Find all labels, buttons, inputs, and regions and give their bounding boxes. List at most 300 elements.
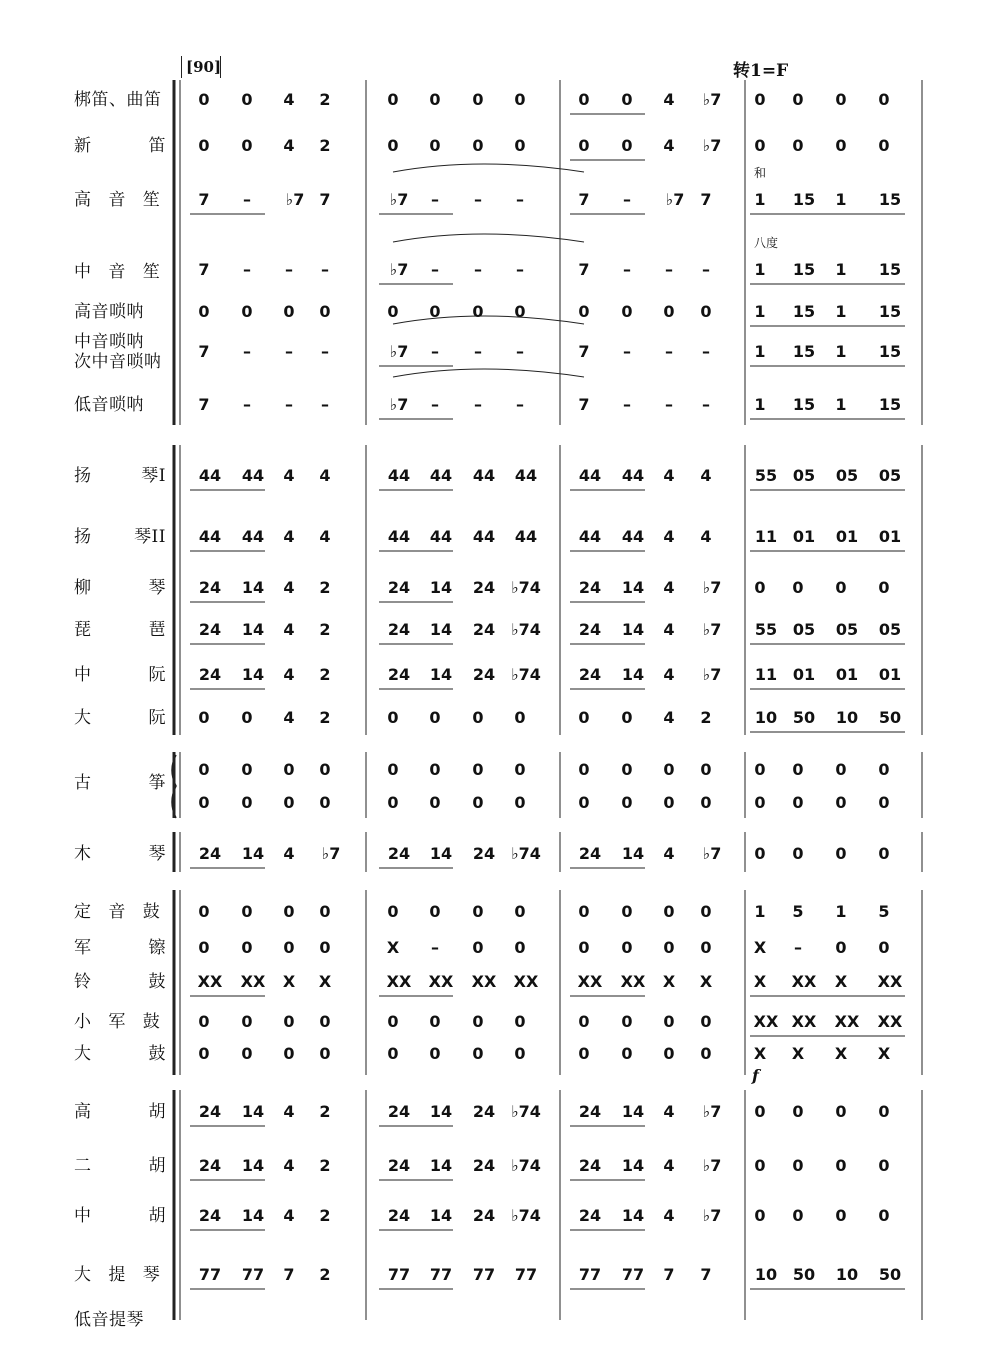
note-token: 4	[319, 466, 331, 485]
note-token: 24	[578, 665, 602, 684]
note-token: 1	[754, 190, 766, 209]
note-token: ♭7	[321, 844, 341, 863]
note-token: 0	[514, 1044, 526, 1063]
note-token: 0	[429, 90, 441, 109]
note-token: 0	[621, 938, 633, 957]
note-token: 0	[472, 1012, 484, 1031]
note-token: 7	[198, 260, 210, 279]
note-token: 1	[835, 902, 847, 921]
note-token: 14	[621, 620, 645, 639]
note-token: 0	[429, 902, 441, 921]
note-token: 0	[835, 136, 847, 155]
note-token: 0	[700, 902, 712, 921]
key-change: 转1=F	[733, 61, 789, 81]
note-token: XX	[877, 972, 903, 991]
note-token: 0	[621, 902, 633, 921]
note-token: –	[321, 260, 329, 279]
instrument-label	[74, 902, 166, 922]
note-token: 11	[754, 527, 778, 546]
note-token: 14	[241, 620, 265, 639]
note-token: 0	[198, 1012, 210, 1031]
note-token: 0	[700, 1044, 712, 1063]
note-token: 0	[754, 844, 766, 863]
note-token: 55	[754, 466, 778, 485]
note-token: 4	[283, 527, 295, 546]
instrument-label-part: 胡	[148, 1156, 166, 1176]
instrument-label-part: 琴I	[141, 466, 166, 486]
note-token: 0	[792, 760, 804, 779]
note-token: 0	[283, 760, 295, 779]
note-token: 0	[241, 760, 253, 779]
note-token: 0	[387, 1012, 399, 1031]
instrument-label	[74, 527, 166, 547]
note-token: ♭7	[665, 190, 685, 209]
instrument-label	[74, 1265, 166, 1285]
note-token: 44	[514, 527, 538, 546]
note-token: 0	[319, 302, 331, 321]
note-token: 24	[472, 620, 496, 639]
note-token: –	[431, 190, 439, 209]
note-token: –	[243, 260, 251, 279]
note-token: 7	[700, 190, 712, 209]
note-token: 44	[472, 527, 496, 546]
note-token: 0	[283, 793, 295, 812]
note-token: 0	[429, 793, 441, 812]
tie-arc	[393, 234, 584, 242]
instrument-label-part: 扬	[74, 527, 92, 547]
note-token: 2	[700, 708, 712, 727]
note-token: 0	[578, 793, 590, 812]
note-token: ♭7	[702, 136, 722, 155]
note-token: ♭74	[511, 578, 541, 597]
note-token: 14	[241, 1206, 265, 1225]
note-token: 01	[792, 665, 816, 684]
note-token: 24	[578, 1102, 602, 1121]
note-token: ♭74	[511, 620, 541, 639]
annotation-ba-du: 八度	[754, 236, 779, 250]
note-token: 44	[198, 466, 222, 485]
note-token: 44	[429, 527, 453, 546]
note-token: 10	[835, 1265, 859, 1284]
note-token: 0	[878, 844, 890, 863]
note-token: 24	[578, 620, 602, 639]
note-token: 15	[878, 342, 902, 361]
note-token: 44	[578, 527, 602, 546]
note-token: –	[474, 260, 482, 279]
note-token: 0	[754, 578, 766, 597]
instrument-label-line: 小 军 鼓	[74, 1012, 166, 1032]
note-token: 0	[198, 302, 210, 321]
instrument-label	[74, 1044, 166, 1064]
instrument-label-part: 胡	[148, 1102, 166, 1122]
note-token: 4	[663, 578, 675, 597]
instrument-label-part: 中	[74, 1206, 92, 1226]
note-token: 0	[429, 1012, 441, 1031]
note-token: 7	[198, 190, 210, 209]
note-token: –	[702, 342, 710, 361]
note-token: 7	[198, 342, 210, 361]
note-token: 01	[835, 665, 859, 684]
note-token: –	[431, 342, 439, 361]
note-token: 0	[319, 938, 331, 957]
note-token: 10	[835, 708, 859, 727]
note-token: 0	[387, 302, 399, 321]
note-token: 0	[514, 1012, 526, 1031]
note-token: 0	[429, 136, 441, 155]
note-token: 0	[387, 1044, 399, 1063]
note-token: 0	[319, 902, 331, 921]
instrument-label-part: 扬	[74, 466, 92, 486]
note-token: 0	[878, 1102, 890, 1121]
note-token: 0	[387, 902, 399, 921]
note-token: 0	[514, 902, 526, 921]
note-token: 15	[878, 190, 902, 209]
note-token: –	[623, 342, 631, 361]
note-token: 0	[878, 760, 890, 779]
instrument-label-part: 大	[74, 1044, 92, 1064]
note-token: –	[474, 190, 482, 209]
note-token: –	[321, 395, 329, 414]
note-token: 05	[835, 620, 859, 639]
note-token: 0	[429, 1044, 441, 1063]
note-token: 24	[578, 1156, 602, 1175]
note-token: 44	[514, 466, 538, 485]
note-token: 24	[472, 665, 496, 684]
note-token: 24	[472, 844, 496, 863]
note-token: ♭7	[389, 342, 409, 361]
instrument-label	[74, 332, 166, 372]
rehearsal-mark: [90]	[181, 56, 221, 78]
note-token: 4	[283, 665, 295, 684]
note-token: 05	[792, 466, 816, 485]
note-token: 05	[878, 620, 902, 639]
note-token: 4	[663, 665, 675, 684]
note-token: 4	[283, 844, 295, 863]
note-token: –	[516, 395, 524, 414]
note-token: 0	[792, 1206, 804, 1225]
note-token: 14	[621, 844, 645, 863]
note-token: 14	[429, 844, 453, 863]
note-token: 0	[472, 938, 484, 957]
note-token: 0	[283, 902, 295, 921]
note-token: ♭7	[702, 1206, 722, 1225]
note-token: 0	[663, 1044, 675, 1063]
instrument-label-line: 高 音 笙	[74, 190, 166, 210]
note-token: XX	[513, 972, 539, 991]
note-token: 7	[578, 190, 590, 209]
note-token: ♭7	[702, 844, 722, 863]
note-token: ♭7	[702, 578, 722, 597]
instrument-label	[74, 972, 166, 992]
instrument-label	[74, 844, 166, 864]
instrument-label	[74, 773, 166, 793]
note-token: X	[282, 972, 296, 991]
note-token: 44	[472, 466, 496, 485]
note-token: 0	[387, 90, 399, 109]
note-token: 0	[241, 793, 253, 812]
note-token: 0	[792, 793, 804, 812]
note-token: –	[702, 395, 710, 414]
instrument-label	[74, 620, 166, 640]
note-token: ♭7	[285, 190, 305, 209]
note-token: 0	[754, 1206, 766, 1225]
note-token: 0	[792, 578, 804, 597]
note-token: 14	[241, 1156, 265, 1175]
note-token: 0	[700, 1012, 712, 1031]
note-token: 0	[835, 1102, 847, 1121]
note-token: –	[474, 395, 482, 414]
note-token: ♭7	[702, 90, 722, 109]
note-token: 14	[429, 578, 453, 597]
note-token: 0	[792, 844, 804, 863]
note-token: 0	[792, 1156, 804, 1175]
note-token: 0	[754, 90, 766, 109]
note-token: –	[623, 395, 631, 414]
note-token: 0	[578, 760, 590, 779]
note-token: 0	[514, 302, 526, 321]
note-token: 0	[198, 793, 210, 812]
note-token: XX	[428, 972, 454, 991]
note-token: 0	[472, 793, 484, 812]
note-token: ♭7	[702, 620, 722, 639]
note-token: 0	[878, 136, 890, 155]
note-token: 4	[283, 708, 295, 727]
note-token: 7	[319, 190, 331, 209]
note-token: 2	[319, 1206, 331, 1225]
note-token: 05	[878, 466, 902, 485]
note-token: 0	[198, 1044, 210, 1063]
note-token: 24	[578, 844, 602, 863]
note-token: 7	[578, 260, 590, 279]
note-token: 0	[700, 760, 712, 779]
note-token: 4	[319, 527, 331, 546]
note-token: X	[791, 1044, 805, 1063]
instrument-label-line: 梆笛、曲笛	[74, 90, 162, 110]
note-token: –	[623, 190, 631, 209]
note-token: 0	[472, 302, 484, 321]
note-token: –	[431, 395, 439, 414]
note-token: 7	[700, 1265, 712, 1284]
instrument-label-part: 琶	[148, 620, 166, 640]
instrument-label-part: 鼓	[148, 972, 166, 992]
instrument-label-part: 柳	[74, 578, 92, 598]
note-token: 77	[578, 1265, 602, 1284]
note-token: X	[386, 938, 400, 957]
note-token: 15	[792, 302, 816, 321]
note-token: 4	[663, 136, 675, 155]
note-token: 0	[621, 760, 633, 779]
instrument-label-part: 铃	[74, 972, 92, 992]
note-token: 0	[514, 708, 526, 727]
instrument-label-part: 中	[74, 665, 92, 685]
note-token: 14	[621, 578, 645, 597]
note-token: 4	[663, 1156, 675, 1175]
note-token: –	[474, 342, 482, 361]
instrument-label-part: 琴	[148, 578, 166, 598]
instrument-label-part: 琴II	[134, 527, 166, 547]
instrument-label-part: 筝	[148, 773, 166, 793]
note-token: X	[753, 972, 767, 991]
note-token: 1	[835, 342, 847, 361]
note-token: 1	[754, 342, 766, 361]
note-token: 0	[835, 793, 847, 812]
note-token: 0	[472, 136, 484, 155]
note-token: 0	[198, 938, 210, 957]
note-token: 4	[663, 620, 675, 639]
note-token: 0	[621, 90, 633, 109]
instrument-label-part: 琴	[148, 844, 166, 864]
note-token: 01	[835, 527, 859, 546]
instrument-label-part: 琵	[74, 620, 92, 640]
instrument-label-line: 低音唢呐	[74, 395, 144, 415]
note-token: 14	[621, 1156, 645, 1175]
note-token: 0	[663, 302, 675, 321]
note-token: 0	[472, 708, 484, 727]
instrument-label-part: 二	[74, 1156, 92, 1176]
instrument-label	[74, 1156, 166, 1176]
note-token: 0	[835, 844, 847, 863]
note-token: 0	[621, 793, 633, 812]
note-token: –	[321, 342, 329, 361]
note-token: 4	[283, 1156, 295, 1175]
note-token: 1	[754, 260, 766, 279]
note-token: 0	[754, 1102, 766, 1121]
note-token: 15	[878, 302, 902, 321]
note-token: 05	[835, 466, 859, 485]
instrument-label-part: 镲	[148, 938, 166, 958]
note-token: 0	[198, 90, 210, 109]
note-token: 14	[621, 1206, 645, 1225]
note-token: 1	[754, 902, 766, 921]
note-token: 15	[792, 342, 816, 361]
instrument-label	[74, 1012, 166, 1032]
instrument-label	[74, 1102, 166, 1122]
note-token: 14	[621, 665, 645, 684]
note-token: 15	[878, 395, 902, 414]
instrument-label	[74, 708, 166, 728]
note-token: X	[699, 972, 713, 991]
note-token: 0	[198, 708, 210, 727]
note-token: 24	[387, 665, 411, 684]
instrument-label	[74, 466, 166, 486]
note-token: 01	[878, 527, 902, 546]
note-token: X	[834, 972, 848, 991]
instrument-label-part: 鼓	[148, 1044, 166, 1064]
note-token: 77	[472, 1265, 496, 1284]
instrument-label	[74, 395, 166, 415]
note-token: 0	[387, 793, 399, 812]
note-token: ♭74	[511, 1156, 541, 1175]
instrument-label-part: 笛	[148, 136, 166, 156]
note-token: 44	[387, 527, 411, 546]
note-token: 14	[429, 665, 453, 684]
note-token: ♭74	[511, 1102, 541, 1121]
note-token: X	[834, 1044, 848, 1063]
note-token: 0	[429, 708, 441, 727]
note-token: 0	[754, 1156, 766, 1175]
note-token: 14	[241, 1102, 265, 1121]
note-token: 0	[241, 136, 253, 155]
note-token: 0	[241, 1012, 253, 1031]
note-token: 0	[283, 302, 295, 321]
note-token: 50	[878, 708, 902, 727]
note-token: XX	[620, 972, 646, 991]
note-token: 0	[835, 760, 847, 779]
note-token: XX	[577, 972, 603, 991]
note-token: 0	[241, 708, 253, 727]
note-token: 0	[387, 708, 399, 727]
note-token: 0	[578, 1012, 590, 1031]
note-token: 0	[514, 90, 526, 109]
note-token: 0	[578, 902, 590, 921]
note-token: 50	[878, 1265, 902, 1284]
note-token: 0	[578, 136, 590, 155]
note-token: ♭7	[389, 260, 409, 279]
note-token: 24	[198, 1206, 222, 1225]
note-token: 0	[578, 938, 590, 957]
note-token: 0	[663, 1012, 675, 1031]
note-token: 0	[241, 90, 253, 109]
note-token: 7	[578, 342, 590, 361]
note-token: 0	[241, 1044, 253, 1063]
note-token: 0	[835, 938, 847, 957]
note-token: 0	[878, 1206, 890, 1225]
note-token: XX	[753, 1012, 779, 1031]
note-token: 10	[754, 1265, 778, 1284]
note-token: 4	[663, 466, 675, 485]
note-token: 4	[700, 466, 712, 485]
note-token: 44	[241, 466, 265, 485]
note-token: 0	[754, 793, 766, 812]
note-token: 14	[241, 665, 265, 684]
instrument-label	[74, 302, 166, 322]
note-token: 05	[792, 620, 816, 639]
note-token: 5	[792, 902, 804, 921]
note-token: 0	[621, 136, 633, 155]
note-token: 0	[792, 90, 804, 109]
note-token: 4	[663, 90, 675, 109]
note-token: 0	[241, 902, 253, 921]
note-token: 0	[835, 1156, 847, 1175]
instrument-label-part: 阮	[148, 665, 166, 685]
note-token: X	[662, 972, 676, 991]
note-token: X	[877, 1044, 891, 1063]
note-token: 0	[792, 1102, 804, 1121]
note-token: 0	[514, 760, 526, 779]
note-token: 24	[387, 620, 411, 639]
note-token: 5	[878, 902, 890, 921]
note-token: 0	[241, 938, 253, 957]
annotation-he: 和	[754, 166, 767, 180]
note-token: 0	[621, 302, 633, 321]
note-token: XX	[877, 1012, 903, 1031]
note-token: 0	[283, 1044, 295, 1063]
note-token: 0	[514, 793, 526, 812]
note-token: –	[702, 260, 710, 279]
note-token: 7	[578, 395, 590, 414]
instrument-label	[74, 1206, 166, 1226]
note-token: 14	[429, 1102, 453, 1121]
note-token: 1	[835, 302, 847, 321]
note-token: 0	[878, 90, 890, 109]
note-token: 0	[319, 793, 331, 812]
instrument-label-line: 定 音 鼓	[74, 902, 166, 922]
note-token: 44	[578, 466, 602, 485]
note-token: –	[794, 938, 802, 957]
note-token: –	[285, 342, 293, 361]
note-token: 0	[198, 902, 210, 921]
note-token: –	[516, 342, 524, 361]
